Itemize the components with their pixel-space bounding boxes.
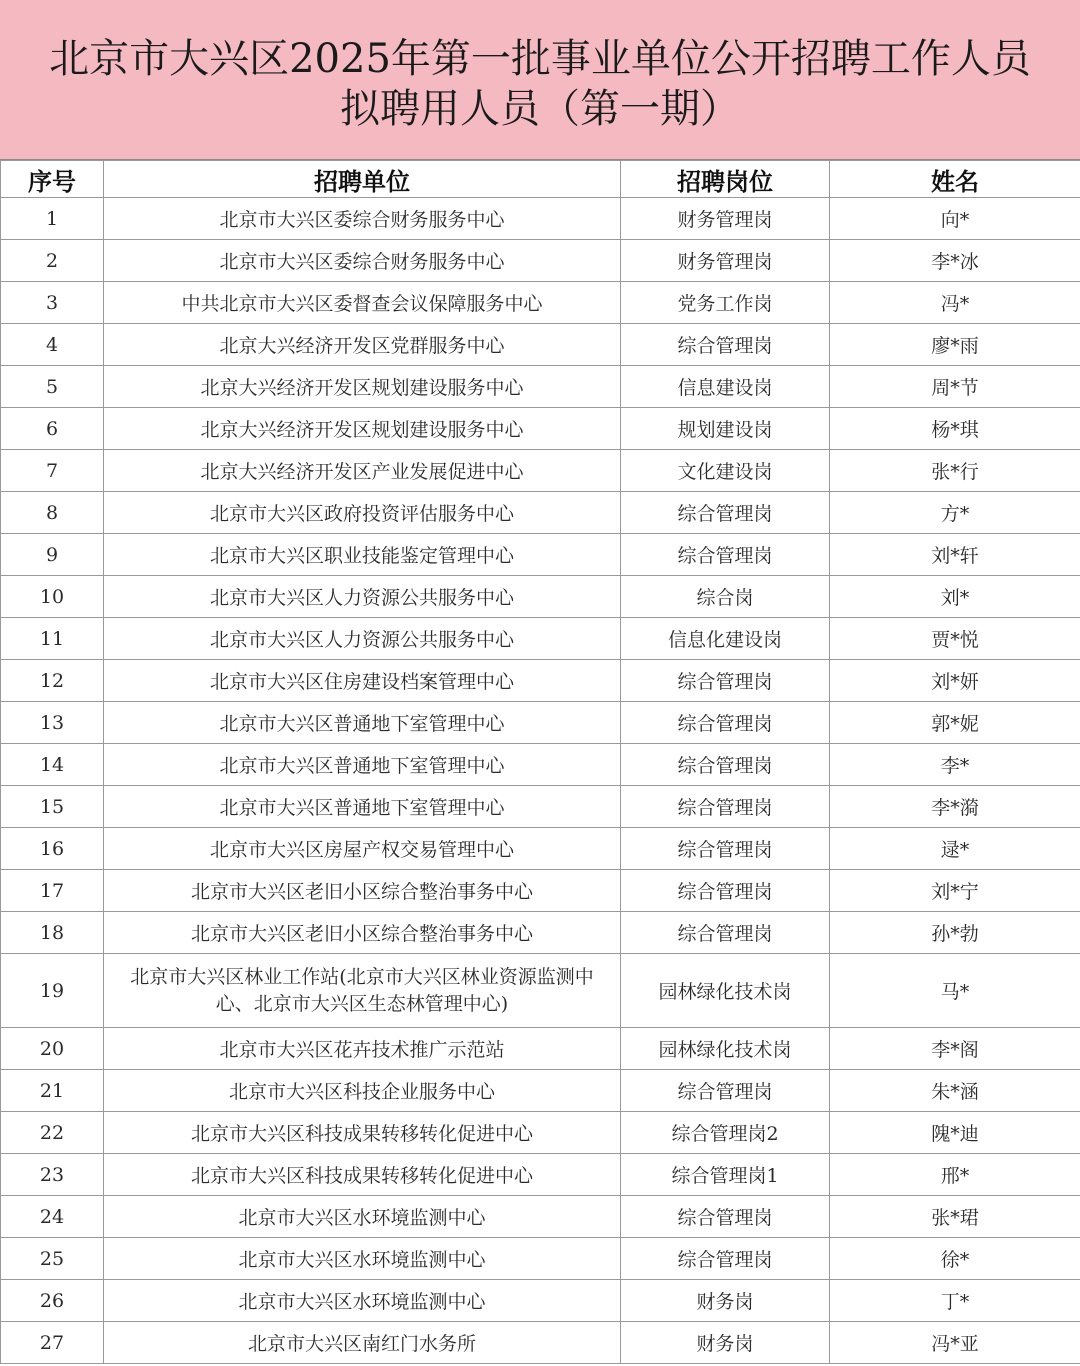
cell-index: 20 <box>1 1028 104 1070</box>
table-row <box>1 744 1080 786</box>
title-line-2: 拟聘用人员（第一期） <box>340 86 740 132</box>
cell-position: 综合管理岗1 <box>621 1154 830 1196</box>
cell-unit: 北京大兴经济开发区党群服务中心 <box>104 324 621 366</box>
cell-position: 综合管理岗 <box>621 660 830 702</box>
cell-position: 综合管理岗 <box>621 870 830 912</box>
table-row <box>1 1112 1080 1154</box>
cell-index: 18 <box>1 912 104 954</box>
cell-index: 11 <box>1 618 104 660</box>
table-row <box>1 198 1080 240</box>
cell-name: 冯* <box>830 282 1080 324</box>
cell-unit: 北京市大兴区林业工作站(北京市大兴区林业资源监测中心、北京市大兴区生态林管理中心) <box>104 954 621 1028</box>
title-banner <box>0 0 1080 160</box>
cell-index: 10 <box>1 576 104 618</box>
table-row <box>1 576 1080 618</box>
table-row <box>1 1322 1080 1364</box>
cell-unit: 北京市大兴区委综合财务服务中心 <box>104 198 621 240</box>
cell-position: 园林绿化技术岗 <box>621 954 830 1028</box>
table-row <box>1 450 1080 492</box>
cell-name: 刘*轩 <box>830 534 1080 576</box>
cell-index: 25 <box>1 1238 104 1280</box>
cell-unit: 北京市大兴区职业技能鉴定管理中心 <box>104 534 621 576</box>
cell-index: 2 <box>1 240 104 282</box>
cell-position: 财务岗 <box>621 1322 830 1364</box>
cell-index: 19 <box>1 954 104 1028</box>
table-row <box>1 1028 1080 1070</box>
cell-name: 刘* <box>830 576 1080 618</box>
cell-unit: 北京大兴经济开发区产业发展促进中心 <box>104 450 621 492</box>
cell-index: 5 <box>1 366 104 408</box>
table-row <box>1 324 1080 366</box>
cell-index: 15 <box>1 786 104 828</box>
cell-index: 17 <box>1 870 104 912</box>
cell-position: 综合管理岗 <box>621 912 830 954</box>
cell-index: 26 <box>1 1280 104 1322</box>
cell-position: 综合管理岗 <box>621 324 830 366</box>
cell-position: 信息化建设岗 <box>621 618 830 660</box>
cell-unit: 北京市大兴区人力资源公共服务中心 <box>104 618 621 660</box>
cell-unit: 北京市大兴区普通地下室管理中心 <box>104 786 621 828</box>
cell-unit: 北京市大兴区花卉技术推广示范站 <box>104 1028 621 1070</box>
cell-position: 财务管理岗 <box>621 240 830 282</box>
cell-unit: 北京市大兴区科技企业服务中心 <box>104 1070 621 1112</box>
cell-unit: 北京市大兴区委综合财务服务中心 <box>104 240 621 282</box>
table-row <box>1 954 1080 1028</box>
cell-index: 8 <box>1 492 104 534</box>
cell-name: 向* <box>830 198 1080 240</box>
cell-index: 22 <box>1 1112 104 1154</box>
cell-index: 14 <box>1 744 104 786</box>
cell-unit: 北京市大兴区普通地下室管理中心 <box>104 702 621 744</box>
table-row <box>1 870 1080 912</box>
cell-name: 李*冰 <box>830 240 1080 282</box>
cell-unit: 北京市大兴区老旧小区综合整治事务中心 <box>104 870 621 912</box>
cell-unit: 北京市大兴区房屋产权交易管理中心 <box>104 828 621 870</box>
table-row <box>1 1196 1080 1238</box>
table-row <box>1 828 1080 870</box>
cell-name: 徐* <box>830 1238 1080 1280</box>
cell-index: 1 <box>1 198 104 240</box>
cell-position: 综合管理岗 <box>621 786 830 828</box>
cell-name: 周*节 <box>830 366 1080 408</box>
table-row <box>1 1238 1080 1280</box>
table-body <box>1 198 1080 1364</box>
cell-name: 孙*勃 <box>830 912 1080 954</box>
table-row <box>1 618 1080 660</box>
cell-index: 3 <box>1 282 104 324</box>
cell-position: 综合管理岗 <box>621 1070 830 1112</box>
table-row <box>1 408 1080 450</box>
hiring-table <box>0 160 1080 1364</box>
cell-name: 马* <box>830 954 1080 1028</box>
cell-position: 党务工作岗 <box>621 282 830 324</box>
table-row <box>1 1070 1080 1112</box>
header-unit: 招聘单位 <box>104 161 621 198</box>
cell-position: 财务岗 <box>621 1280 830 1322</box>
cell-index: 21 <box>1 1070 104 1112</box>
cell-position: 综合管理岗 <box>621 1238 830 1280</box>
table-row <box>1 1154 1080 1196</box>
cell-position: 文化建设岗 <box>621 450 830 492</box>
cell-unit: 北京市大兴区科技成果转移转化促进中心 <box>104 1154 621 1196</box>
cell-position: 综合管理岗 <box>621 1196 830 1238</box>
cell-unit: 北京市大兴区南红门水务所 <box>104 1322 621 1364</box>
cell-index: 27 <box>1 1322 104 1364</box>
cell-index: 7 <box>1 450 104 492</box>
cell-position: 财务管理岗 <box>621 198 830 240</box>
cell-name: 逯* <box>830 828 1080 870</box>
cell-name: 张*行 <box>830 450 1080 492</box>
cell-index: 6 <box>1 408 104 450</box>
table-row <box>1 660 1080 702</box>
cell-name: 邢* <box>830 1154 1080 1196</box>
cell-unit: 北京市大兴区普通地下室管理中心 <box>104 744 621 786</box>
cell-name: 隗*迪 <box>830 1112 1080 1154</box>
cell-name: 李* <box>830 744 1080 786</box>
cell-name: 贾*悦 <box>830 618 1080 660</box>
cell-name: 李*漪 <box>830 786 1080 828</box>
cell-name: 廖*雨 <box>830 324 1080 366</box>
cell-unit: 北京市大兴区人力资源公共服务中心 <box>104 576 621 618</box>
cell-unit: 北京大兴经济开发区规划建设服务中心 <box>104 366 621 408</box>
cell-unit: 北京市大兴区老旧小区综合整治事务中心 <box>104 912 621 954</box>
cell-name: 张*珺 <box>830 1196 1080 1238</box>
cell-index: 23 <box>1 1154 104 1196</box>
table-row <box>1 366 1080 408</box>
cell-position: 综合管理岗 <box>621 744 830 786</box>
cell-name: 郭*妮 <box>830 702 1080 744</box>
cell-position: 综合管理岗 <box>621 492 830 534</box>
cell-position: 信息建设岗 <box>621 366 830 408</box>
table-row <box>1 786 1080 828</box>
cell-name: 刘*妍 <box>830 660 1080 702</box>
cell-position: 园林绿化技术岗 <box>621 1028 830 1070</box>
cell-unit: 中共北京市大兴区委督查会议保障服务中心 <box>104 282 621 324</box>
cell-index: 16 <box>1 828 104 870</box>
table-row <box>1 534 1080 576</box>
cell-index: 24 <box>1 1196 104 1238</box>
cell-position: 综合管理岗 <box>621 534 830 576</box>
cell-position: 综合管理岗 <box>621 702 830 744</box>
title-line-1: 北京市大兴区2025年第一批事业单位公开招聘工作人员 <box>49 36 1031 82</box>
table-row <box>1 1280 1080 1322</box>
cell-name: 冯*亚 <box>830 1322 1080 1364</box>
table-row <box>1 282 1080 324</box>
cell-unit: 北京市大兴区科技成果转移转化促进中心 <box>104 1112 621 1154</box>
table-row <box>1 702 1080 744</box>
cell-unit: 北京市大兴区水环境监测中心 <box>104 1196 621 1238</box>
cell-name: 杨*琪 <box>830 408 1080 450</box>
cell-unit: 北京市大兴区住房建设档案管理中心 <box>104 660 621 702</box>
cell-unit: 北京市大兴区水环境监测中心 <box>104 1280 621 1322</box>
cell-name: 刘*宁 <box>830 870 1080 912</box>
cell-unit: 北京市大兴区水环境监测中心 <box>104 1238 621 1280</box>
cell-index: 4 <box>1 324 104 366</box>
cell-name: 朱*涵 <box>830 1070 1080 1112</box>
header-index: 序号 <box>1 161 104 198</box>
cell-name: 丁* <box>830 1280 1080 1322</box>
cell-index: 9 <box>1 534 104 576</box>
cell-unit: 北京市大兴区政府投资评估服务中心 <box>104 492 621 534</box>
cell-index: 13 <box>1 702 104 744</box>
table-row <box>1 492 1080 534</box>
cell-name: 方* <box>830 492 1080 534</box>
cell-position: 综合岗 <box>621 576 830 618</box>
cell-index: 12 <box>1 660 104 702</box>
cell-position: 综合管理岗2 <box>621 1112 830 1154</box>
header-position: 招聘岗位 <box>621 161 830 198</box>
cell-position: 规划建设岗 <box>621 408 830 450</box>
cell-name: 李*阁 <box>830 1028 1080 1070</box>
cell-unit: 北京大兴经济开发区规划建设服务中心 <box>104 408 621 450</box>
table-row <box>1 912 1080 954</box>
table-header-row <box>1 161 1080 198</box>
header-name: 姓名 <box>830 161 1080 198</box>
cell-position: 综合管理岗 <box>621 828 830 870</box>
table-row <box>1 240 1080 282</box>
